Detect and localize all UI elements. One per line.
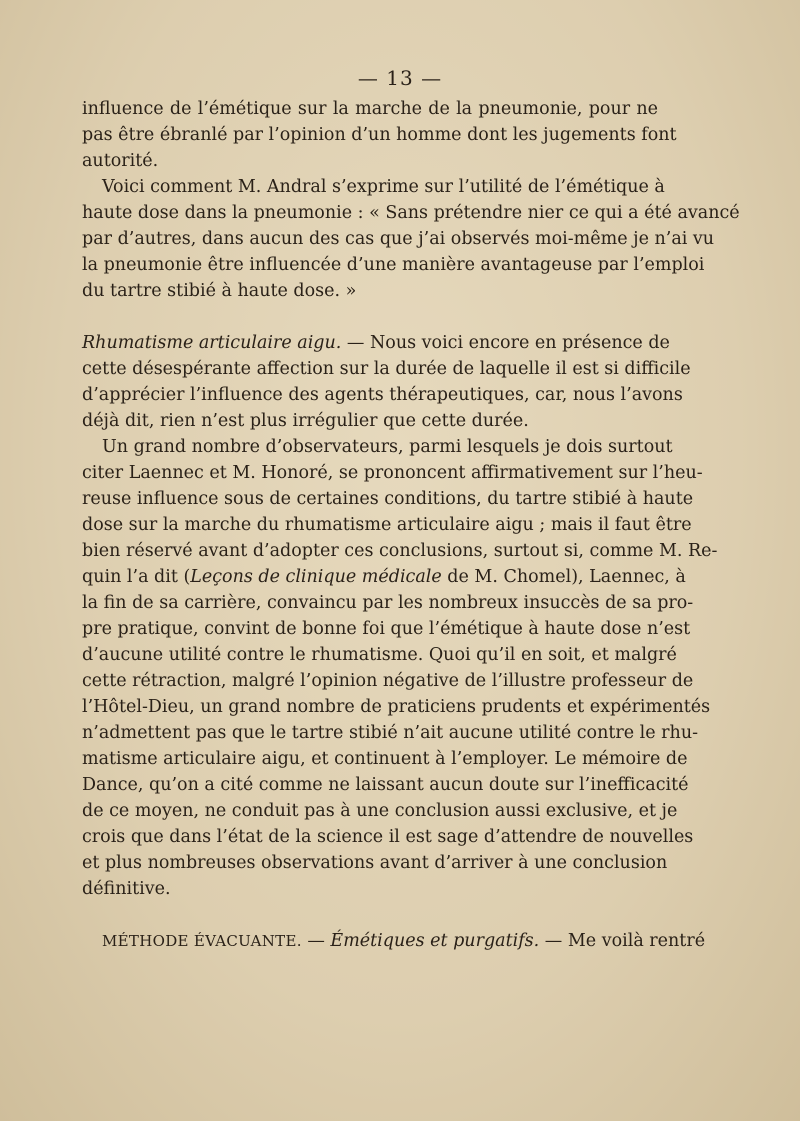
text-line: reuse influence sous de certaines conditions, du tartre stibié à haute <box>82 489 694 509</box>
body-text <box>82 96 740 954</box>
section-gap <box>82 304 658 330</box>
text-line: haute dose dans la pneumonie : « Sans prétendre nier ce qui a été avancé <box>82 203 740 223</box>
text-line: d’apprécier l’influence des agents thérapeutiques, car, nous l’avons <box>82 385 683 405</box>
section-heading-line <box>82 330 670 356</box>
method-heading-line <box>82 928 706 954</box>
text-line: Dance, qu’on a cité comme ne laissant aucun doute sur l’inefficacité <box>82 775 689 795</box>
text-line: dose sur la marche du rhumatisme articulaire aigu ; mais il faut être <box>82 515 692 535</box>
section-gap <box>82 902 658 928</box>
text-fragment: — <box>301 931 331 951</box>
text-line: n’admettent pas que le tartre stibié n’ait aucune utilité contre le rhu- <box>82 723 699 743</box>
text-line: du tartre stibié à haute dose. » <box>82 281 357 301</box>
text-line: influence de l’émétique sur la marche de la pneumonie, pour ne <box>82 99 658 119</box>
method-heading: MÉTHODE ÉVACUANTE. <box>102 932 302 950</box>
text-line: d’aucune utilité contre le rhumatisme. Quoi qu’il en soit, et malgré <box>82 645 677 665</box>
text-line: déjà dit, rien n’est plus irrégulier que cette durée. <box>82 411 529 431</box>
text-line: citer Laennec et M. Honoré, se prononcent affirmativement sur l’heu- <box>82 463 703 483</box>
text-line: l’Hôtel-Dieu, un grand nombre de praticiens prudents et expérimentés <box>82 697 711 717</box>
text-line: autorité. <box>82 151 159 171</box>
text-line: définitive. <box>82 879 171 899</box>
text-line: pas être ébranlé par l’opinion d’un homme dont les jugements font <box>82 125 677 145</box>
text-line: cette désespérante affection sur la durée de laquelle il est si difficile <box>82 359 691 379</box>
text-line: matisme articulaire aigu, et continuent à l’employer. Le mémoire de <box>82 749 688 769</box>
section-heading: Rhumatisme articulaire aigu. <box>82 333 342 353</box>
citation-line <box>82 564 686 590</box>
text-fragment: de M. Chomel), Laennec, à <box>441 567 686 587</box>
page-number: — 13 — <box>357 66 443 90</box>
text-line: et plus nombreuses observations avant d’arriver à une conclusion <box>82 853 668 873</box>
text-line: crois que dans l’état de la science il est sage d’attendre de nouvelles <box>82 827 694 847</box>
text-line: la fin de sa carrière, convaincu par les nombreux insuccès de sa pro- <box>82 593 694 613</box>
text-line: Un grand nombre d’observateurs, parmi lesquels je dois surtout <box>102 437 673 457</box>
text-line: pre pratique, convint de bonne foi que l’émétique à haute dose n’est <box>82 619 691 639</box>
subsection-title: Émétiques et purgatifs. <box>330 931 540 951</box>
text-line: cette rétraction, malgré l’opinion négative de l’illustre professeur de <box>82 671 694 691</box>
text-line: par d’autres, dans aucun des cas que j’ai observés moi-même je n’ai vu <box>82 229 715 249</box>
text-fragment: quin l’a dit ( <box>82 567 191 587</box>
text-line: la pneumonie être influencée d’une manière avantageuse par l’emploi <box>82 255 705 275</box>
text-fragment: — Nous voici encore en présence de <box>341 333 670 353</box>
text-fragment: — Me voilà rentré <box>539 931 706 951</box>
text-line: Voici comment M. Andral s’exprime sur l’utilité de l’émétique à <box>102 177 665 197</box>
book-title: Leçons de clinique médicale <box>190 567 442 587</box>
text-line: de ce moyen, ne conduit pas à une conclusion aussi exclusive, et je <box>82 801 678 821</box>
text-line: bien réservé avant d’adopter ces conclusions, surtout si, comme M. Re- <box>82 541 718 561</box>
